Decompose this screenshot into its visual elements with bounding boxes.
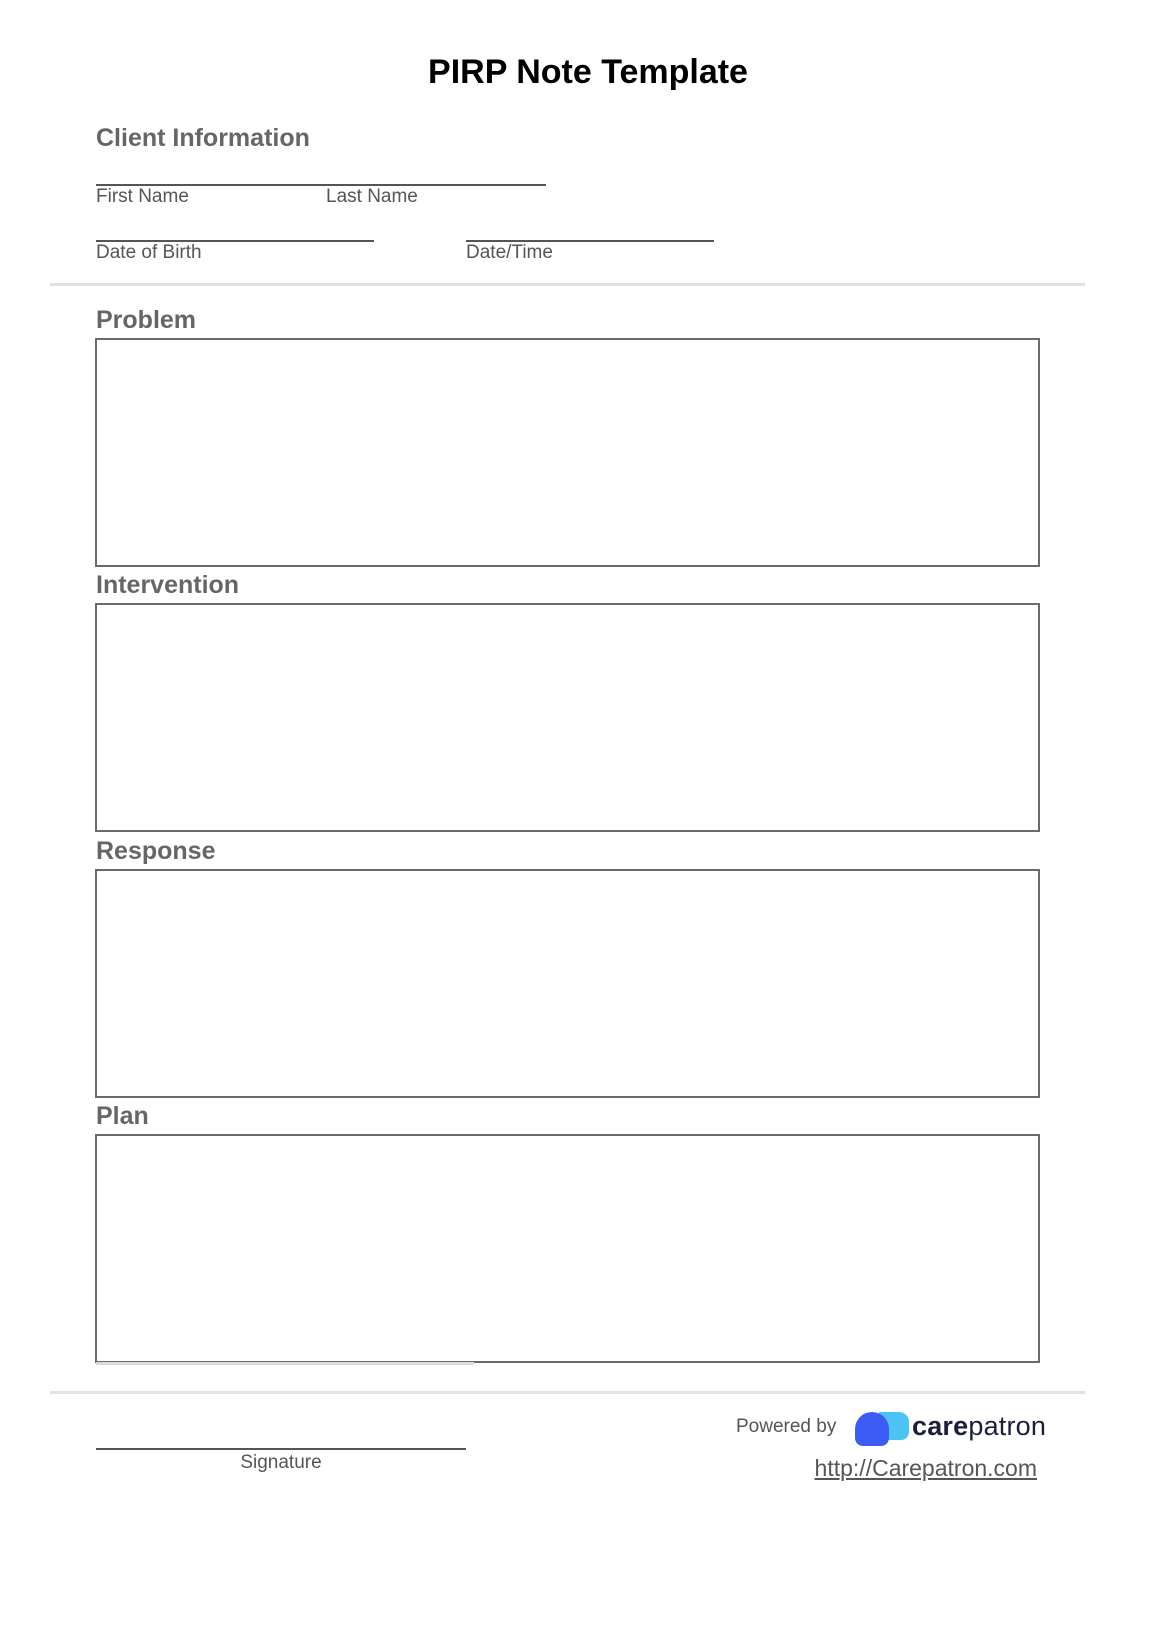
- dob-label: Date of Birth: [96, 242, 202, 263]
- plan-heading: Plan: [96, 1102, 149, 1130]
- plan-textbox[interactable]: [95, 1134, 1040, 1363]
- problem-heading: Problem: [96, 306, 197, 334]
- signature-label: Signature: [240, 1452, 322, 1473]
- section-divider-bottom: [50, 1391, 1085, 1394]
- brand-regular: patron: [968, 1411, 1047, 1441]
- response-heading: Response: [96, 837, 216, 865]
- page-title: PIRP Note Template: [428, 53, 748, 91]
- datetime-label: Date/Time: [466, 242, 553, 263]
- signature-field-line[interactable]: [96, 1448, 466, 1450]
- intervention-textbox[interactable]: [95, 603, 1040, 832]
- problem-textbox[interactable]: [95, 338, 1040, 567]
- intervention-heading: Intervention: [96, 571, 240, 599]
- carepatron-url-link[interactable]: http://Carepatron.com: [814, 1455, 1037, 1481]
- section-divider-top: [50, 283, 1085, 286]
- powered-by-label: Powered by: [736, 1416, 837, 1437]
- brand-bold: care: [912, 1411, 969, 1441]
- response-textbox[interactable]: [95, 869, 1040, 1098]
- client-information-heading: Client Information: [96, 124, 310, 152]
- last-name-label: Last Name: [326, 186, 418, 207]
- carepatron-wordmark: [912, 1410, 1046, 1442]
- carepatron-logo-icon: [855, 1410, 909, 1448]
- first-name-label: First Name: [96, 186, 189, 207]
- box-shadow-line: [96, 1362, 474, 1365]
